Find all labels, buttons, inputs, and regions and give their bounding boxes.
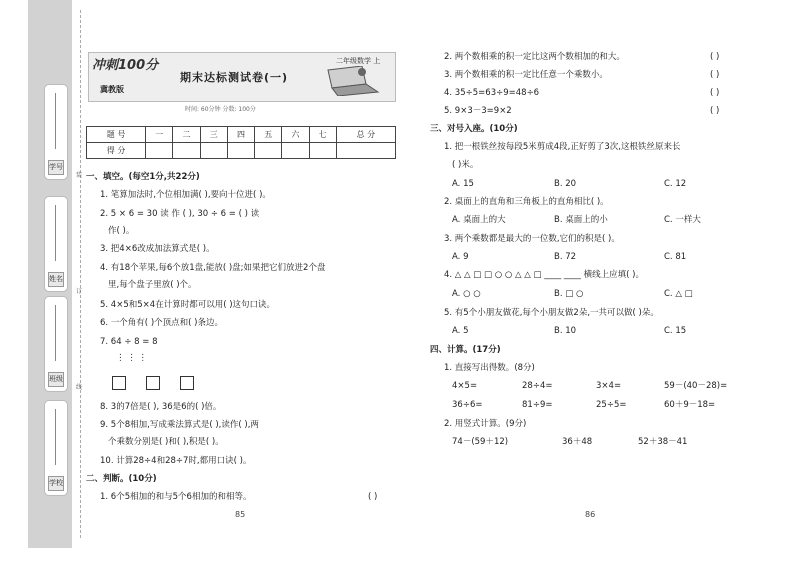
choice-2: 2. 桌面上的直角和三角板上的直角相比( )。 xyxy=(444,197,609,207)
calc-item: 3×4= xyxy=(596,381,622,391)
choice-1-option-c[interactable]: C. 12 xyxy=(664,179,687,189)
choice-3-option-b[interactable]: B. 72 xyxy=(554,252,577,262)
calc-item: 60＋9－18= xyxy=(664,400,716,410)
table-cell: 六 xyxy=(282,127,309,143)
laptop-illustration xyxy=(322,66,380,96)
question-9: 9. 5个8相加,写成乘法算式是( ),读作( ),两 xyxy=(100,420,259,430)
table-cell: 得 分 xyxy=(87,143,146,159)
score-input-cell[interactable] xyxy=(173,143,200,159)
page-title: 期末达标测试卷(一) xyxy=(180,71,289,84)
answer-box[interactable] xyxy=(146,376,160,390)
class-box xyxy=(44,296,68,392)
choice-1-cont: ( )米。 xyxy=(452,160,479,170)
score-input-cell[interactable] xyxy=(227,143,254,159)
table-cell: 七 xyxy=(309,127,336,143)
choice-4-option-b[interactable]: B. □ ○ xyxy=(554,289,584,299)
judge-5: 5. 9×3－3=9×2 xyxy=(444,106,512,116)
binding-line xyxy=(80,10,81,538)
question-10: 10. 计算28÷4和28÷7时,都用口诀( )。 xyxy=(100,456,252,466)
score-input-cell[interactable] xyxy=(336,143,395,159)
class-label: 班级 xyxy=(48,372,64,387)
score-input-cell[interactable] xyxy=(146,143,173,159)
score-input-cell[interactable] xyxy=(309,143,336,159)
judge-4: 4. 35÷5=63÷9=48÷6 xyxy=(444,88,540,98)
table-cell: 四 xyxy=(227,127,254,143)
question-2-cont: 作( )。 xyxy=(108,226,135,236)
name-box xyxy=(44,196,68,292)
vertical-calc-item: 52＋38－41 xyxy=(638,437,688,447)
edition-label: 冀教版 xyxy=(100,85,124,94)
choice-5-option-c[interactable]: C. 15 xyxy=(664,326,687,336)
binding-char-3: 线 xyxy=(76,384,83,391)
choice-5: 5. 有5个小朋友做花,每个小朋友做2朵,一共可以做( )朵。 xyxy=(444,308,659,318)
calc-item: 25÷5= xyxy=(596,400,627,410)
judge-3: 3. 两个数相乘的积一定比任意一个乘数小。 xyxy=(444,70,608,80)
binding-char-1: 装 xyxy=(76,172,83,179)
calc-item: 81÷9= xyxy=(522,400,553,410)
answer-box[interactable] xyxy=(180,376,194,390)
choice-4: 4. △ △ □ □ ○ ○ △ △ □ ____ ____ 横线上应填( )。 xyxy=(444,270,644,280)
calc-part-2: 2. 用竖式计算。(9分) xyxy=(444,419,527,429)
table-cell: 一 xyxy=(146,127,173,143)
brand-logo: 冲刺100分 xyxy=(92,58,159,73)
score-table xyxy=(86,126,396,159)
choice-5-option-a[interactable]: A. 5 xyxy=(452,326,469,336)
question-8: 8. 3的7倍是( ), 36是6的( )倍。 xyxy=(100,402,222,412)
question-1: 1. 笔算加法时,个位相加满( ),要向十位进( )。 xyxy=(100,190,271,200)
table-row xyxy=(87,127,396,143)
answer-box[interactable] xyxy=(112,376,126,390)
table-cell: 五 xyxy=(255,127,282,143)
calc-item: 4×5= xyxy=(452,381,478,391)
student-id-label: 学号 xyxy=(48,160,64,175)
page-number-right: 86 xyxy=(585,510,596,519)
school-box xyxy=(44,400,68,496)
question-4-cont: 里,每个盘子里放( )个。 xyxy=(108,280,197,290)
score-input-cell[interactable] xyxy=(200,143,227,159)
choice-4-option-c[interactable]: C. △ □ xyxy=(664,289,693,299)
choice-3-option-c[interactable]: C. 81 xyxy=(664,252,687,262)
question-7-dots: ⋮ ⋮ ⋮ xyxy=(116,353,147,363)
question-5: 5. 4×5和5×4在计算时都可以用( )这句口诀。 xyxy=(100,300,276,310)
table-cell: 三 xyxy=(200,127,227,143)
question-7: 7. 64 ÷ 8 = 8 xyxy=(100,337,158,347)
choice-2-option-b[interactable]: B. 桌面上的小 xyxy=(554,215,608,225)
judge-4-answer[interactable]: ( ) xyxy=(710,88,720,98)
judge-3-answer[interactable]: ( ) xyxy=(710,70,720,80)
judge-2-answer[interactable]: ( ) xyxy=(710,52,720,62)
judge-5-answer[interactable]: ( ) xyxy=(710,106,720,116)
table-row xyxy=(87,143,396,159)
choice-1-option-b[interactable]: B. 20 xyxy=(554,179,577,189)
judge-2: 2. 两个数相乘的积一定比这两个数相加的和大。 xyxy=(444,52,625,62)
table-cell: 题 号 xyxy=(87,127,146,143)
section-calc-title: 四、计算。(17分) xyxy=(430,345,501,355)
choice-5-option-b[interactable]: B. 10 xyxy=(554,326,577,336)
choice-4-option-a[interactable]: A. ○ ○ xyxy=(452,289,481,299)
vertical-calc-item: 36＋48 xyxy=(562,437,593,447)
question-6: 6. 一个角有( )个顶点和( )条边。 xyxy=(100,318,223,328)
binding-char-2: 订 xyxy=(76,288,83,295)
calc-part-1: 1. 直接写出得数。(8分) xyxy=(444,363,535,373)
judge-1-answer[interactable]: ( ) xyxy=(368,492,378,502)
calc-item: 28÷4= xyxy=(522,381,553,391)
table-cell: 二 xyxy=(173,127,200,143)
section-fill-in-title: 一、填空。(每空1分,共22分) xyxy=(86,172,200,182)
school-label: 学校 xyxy=(48,476,64,491)
section-choice-title: 三、对号入座。(10分) xyxy=(430,124,518,134)
choice-3: 3. 两个乘数都是最大的一位数,它们的积是( )。 xyxy=(444,234,620,244)
question-2: 2. 5 × 6 = 30 读 作 ( ), 30 ÷ 6 = ( ) 读 xyxy=(100,209,260,219)
score-input-cell[interactable] xyxy=(255,143,282,159)
choice-1-option-a[interactable]: A. 15 xyxy=(452,179,474,189)
page-number-left: 85 xyxy=(235,510,246,519)
question-4: 4. 有18个苹果,每6个放1盘,能放( )盘;如果把它们放进2个盘 xyxy=(100,263,326,273)
choice-1: 1. 把一根铁丝按每段5米剪成4段,正好剪了3次,这根铁丝原来长 xyxy=(444,142,681,152)
exam-meta: 时间: 60分钟 分数: 100分 xyxy=(185,106,256,113)
section-judge-title: 二、判断。(10分) xyxy=(86,474,157,484)
score-input-cell[interactable] xyxy=(282,143,309,159)
vertical-calc-item: 74－(59＋12) xyxy=(452,437,509,447)
calc-item: 36÷6= xyxy=(452,400,483,410)
question-9-cont: 个乘数分别是( )和( ),积是( )。 xyxy=(108,437,224,447)
table-cell: 总 分 xyxy=(336,127,395,143)
name-label: 姓名 xyxy=(48,272,64,287)
student-id-box xyxy=(44,84,68,180)
question-3: 3. 把4×6改成加法算式是( )。 xyxy=(100,244,215,254)
grade-label: 二年级数学 上 xyxy=(336,57,381,65)
judge-1: 1. 6个5相加的和与5个6相加的和相等。 xyxy=(100,492,252,502)
calc-item: 59－(40－28)= xyxy=(664,381,728,391)
choice-2-option-a[interactable]: A. 桌面上的大 xyxy=(452,215,506,225)
choice-2-option-c[interactable]: C. 一样大 xyxy=(664,215,701,225)
choice-3-option-a[interactable]: A. 9 xyxy=(452,252,469,262)
